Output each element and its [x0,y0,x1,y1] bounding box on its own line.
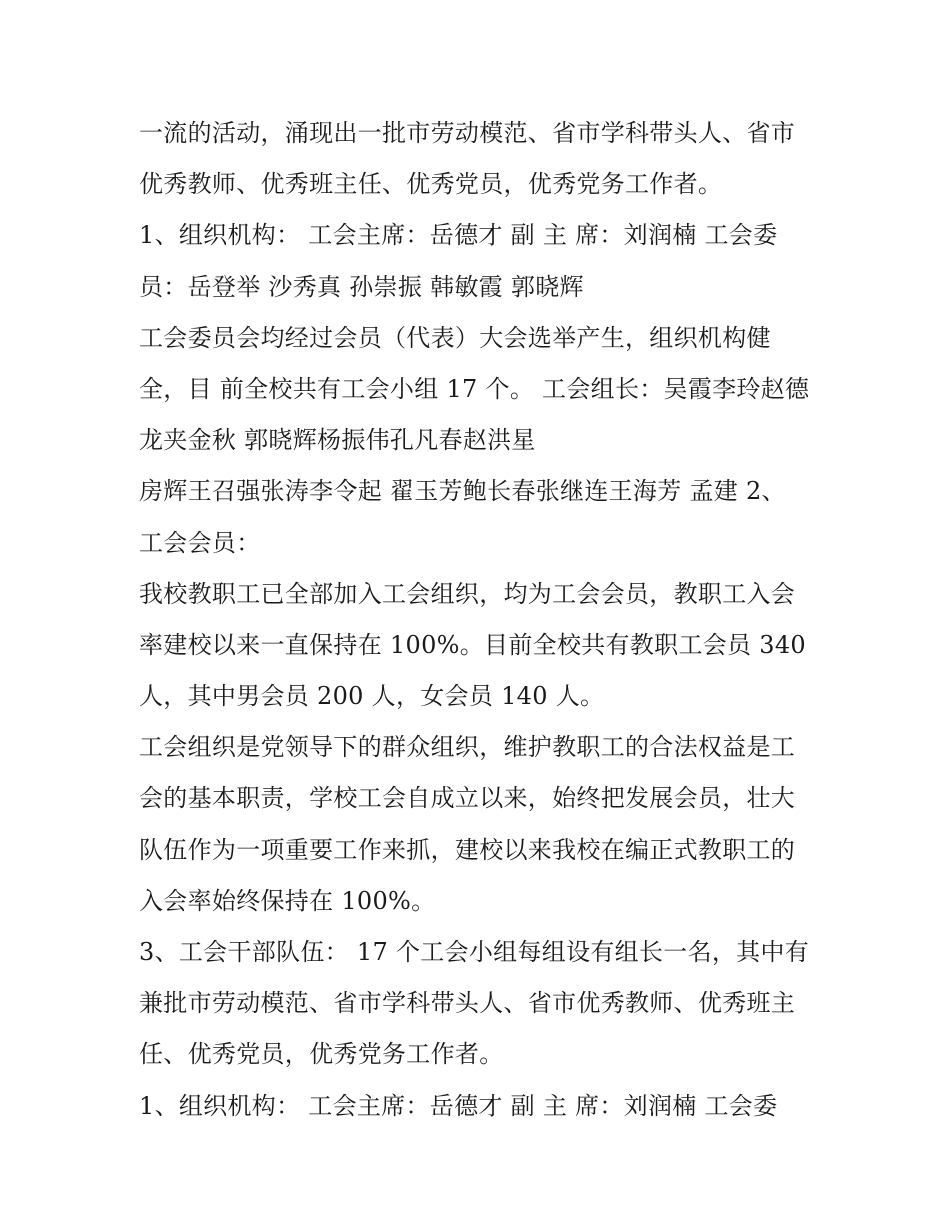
text-line: 率建校以来一直保持在 100%。目前全校共有教职工会员 340 [139,630,806,659]
text-line: 工会会员： [139,528,261,557]
text-line: 优秀教师、优秀班主任、优秀党员，优秀党务工作者。 [139,170,723,199]
text-line: 3、工会干部队伍： 17 个工会小组每组设有组长一名，其中有 [139,938,810,966]
text-line: 龙夹金秋 郭晓辉杨振伟孔凡春赵洪星 [139,426,536,455]
text-line: 入会率始终保持在 100%。 [139,886,436,915]
document-body [139,108,819,1132]
text-line: 1、组织机构： 工会主席：岳德才 副 主 席：刘润楠 工会委 [139,1091,778,1120]
text-line: 1、组织机构： 工会主席：岳德才 副 主 席：刘润楠 工会委 [139,221,778,250]
text-line: 人，其中男会员 200 人，女会员 140 人。 [139,682,605,711]
text-line: 队伍作为一项重要工作来抓，建校以来我校在编正式教职工的 [139,835,796,864]
text-line: 会的基本职责，学校工会自成立以来，始终把发展会员，壮大 [139,784,796,813]
text-line: 工会委员会均经过会员（代表）大会选举产生，组织机构健 [139,323,771,352]
text-line: 我校教职工已全部加入工会组织，均为工会会员，教职工入会 [139,579,796,608]
text-line: 兼批市劳动模范、省市学科带头人、省市优秀教师、优秀班主 [139,989,796,1018]
text-line: 任、优秀党员，优秀党务工作者。 [139,1040,504,1069]
text-line: 一流的活动，涌现出一批市劳动模范、省市学科带头人、省市 [139,119,796,147]
text-line: 工会组织是党领导下的群众组织，维护教职工的合法权益是工 [139,733,796,762]
text-line: 员：岳登举 沙秀真 孙崇振 韩敏霞 郭晓辉 [139,272,584,301]
text-line: 全，目 前全校共有工会小组 17 个。 工会组长：吴霞李玲赵德 [139,374,810,403]
text-line: 房辉王召强张涛李令起 翟玉芳鲍长春张继连王海芳 孟建 2、 [139,477,786,506]
